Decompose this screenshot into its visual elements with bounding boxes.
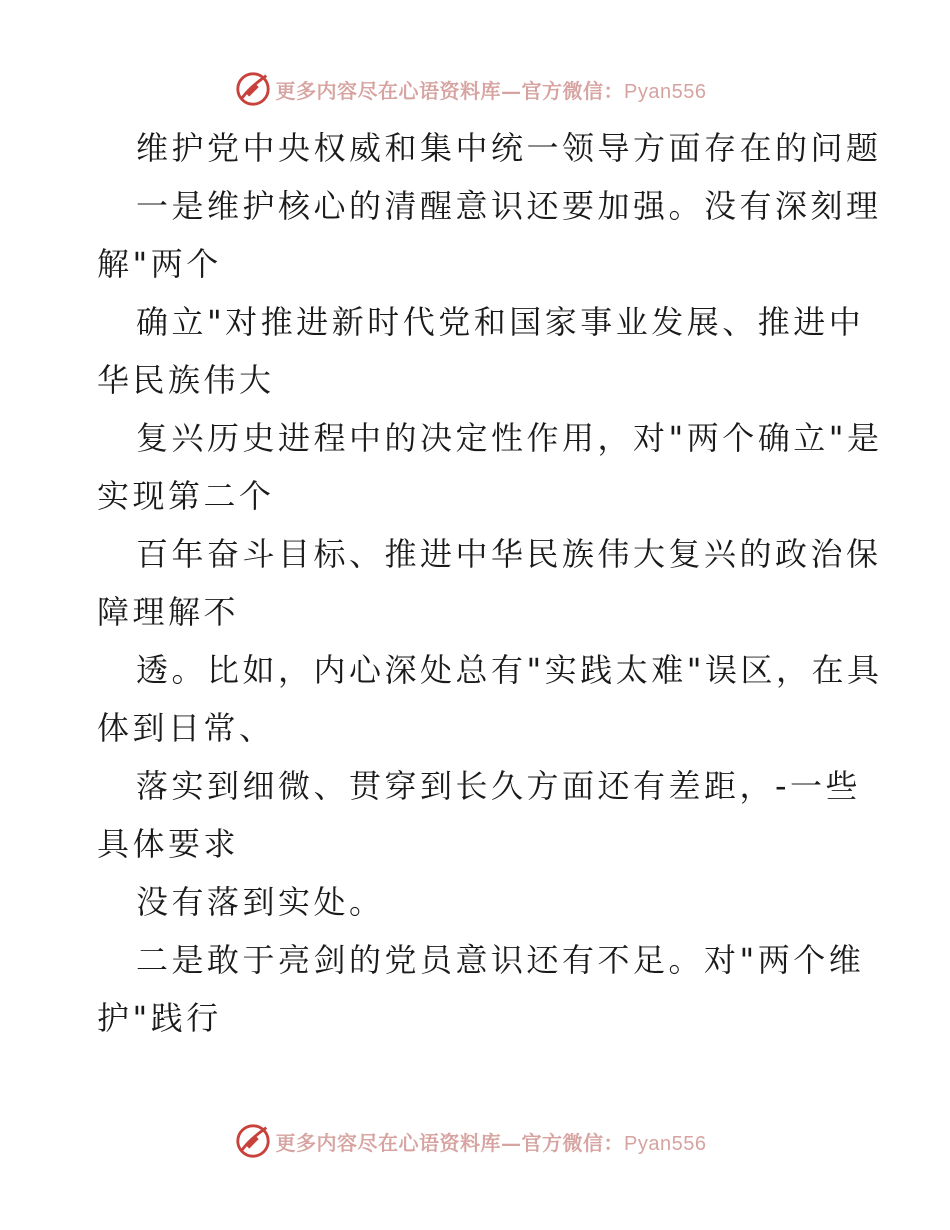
body-line: 百年奋斗目标、推进中华民族伟大复兴的政治保 [136,535,882,573]
body-line: 没有落到实处。 [136,883,385,921]
body-line: 具体要求 [97,825,240,863]
body-line: 华民族伟大 [97,361,275,399]
body-line: 透。比如，内心深处总有"实践太难"误区，在具 [136,651,883,689]
pen-logo-icon [234,70,272,108]
watermark-text: 更多内容尽在心语资料库—官方微信：Pyan556 [275,78,707,103]
body-line: 护"践行 [97,999,222,1037]
body-line: 实现第二个 [97,477,275,515]
body-line: 确立"对推进新时代党和国家事业发展、推进中 [136,303,865,341]
body-line: 维护党中央权威和集中统一领导方面存在的问题 [136,129,882,167]
body-line: 复兴历史进程中的决定性作用，对"两个确立"是 [136,419,883,457]
body-line: 障理解不 [97,593,240,631]
pen-logo-icon [234,1122,272,1160]
body-line: 落实到细微、贯穿到长久方面还有差距，-一些 [136,767,862,805]
body-line: 解"两个 [97,245,222,283]
footer-watermark [0,1122,950,1160]
body-line: 体到日常、 [97,709,275,747]
watermark-text: 更多内容尽在心语资料库—官方微信：Pyan556 [275,1130,707,1155]
body-line: 二是敢于亮剑的党员意识还有不足。对"两个维 [136,941,865,979]
header-watermark [0,70,950,108]
body-line: 一是维护核心的清醒意识还要加强。没有深刻理 [136,187,882,225]
